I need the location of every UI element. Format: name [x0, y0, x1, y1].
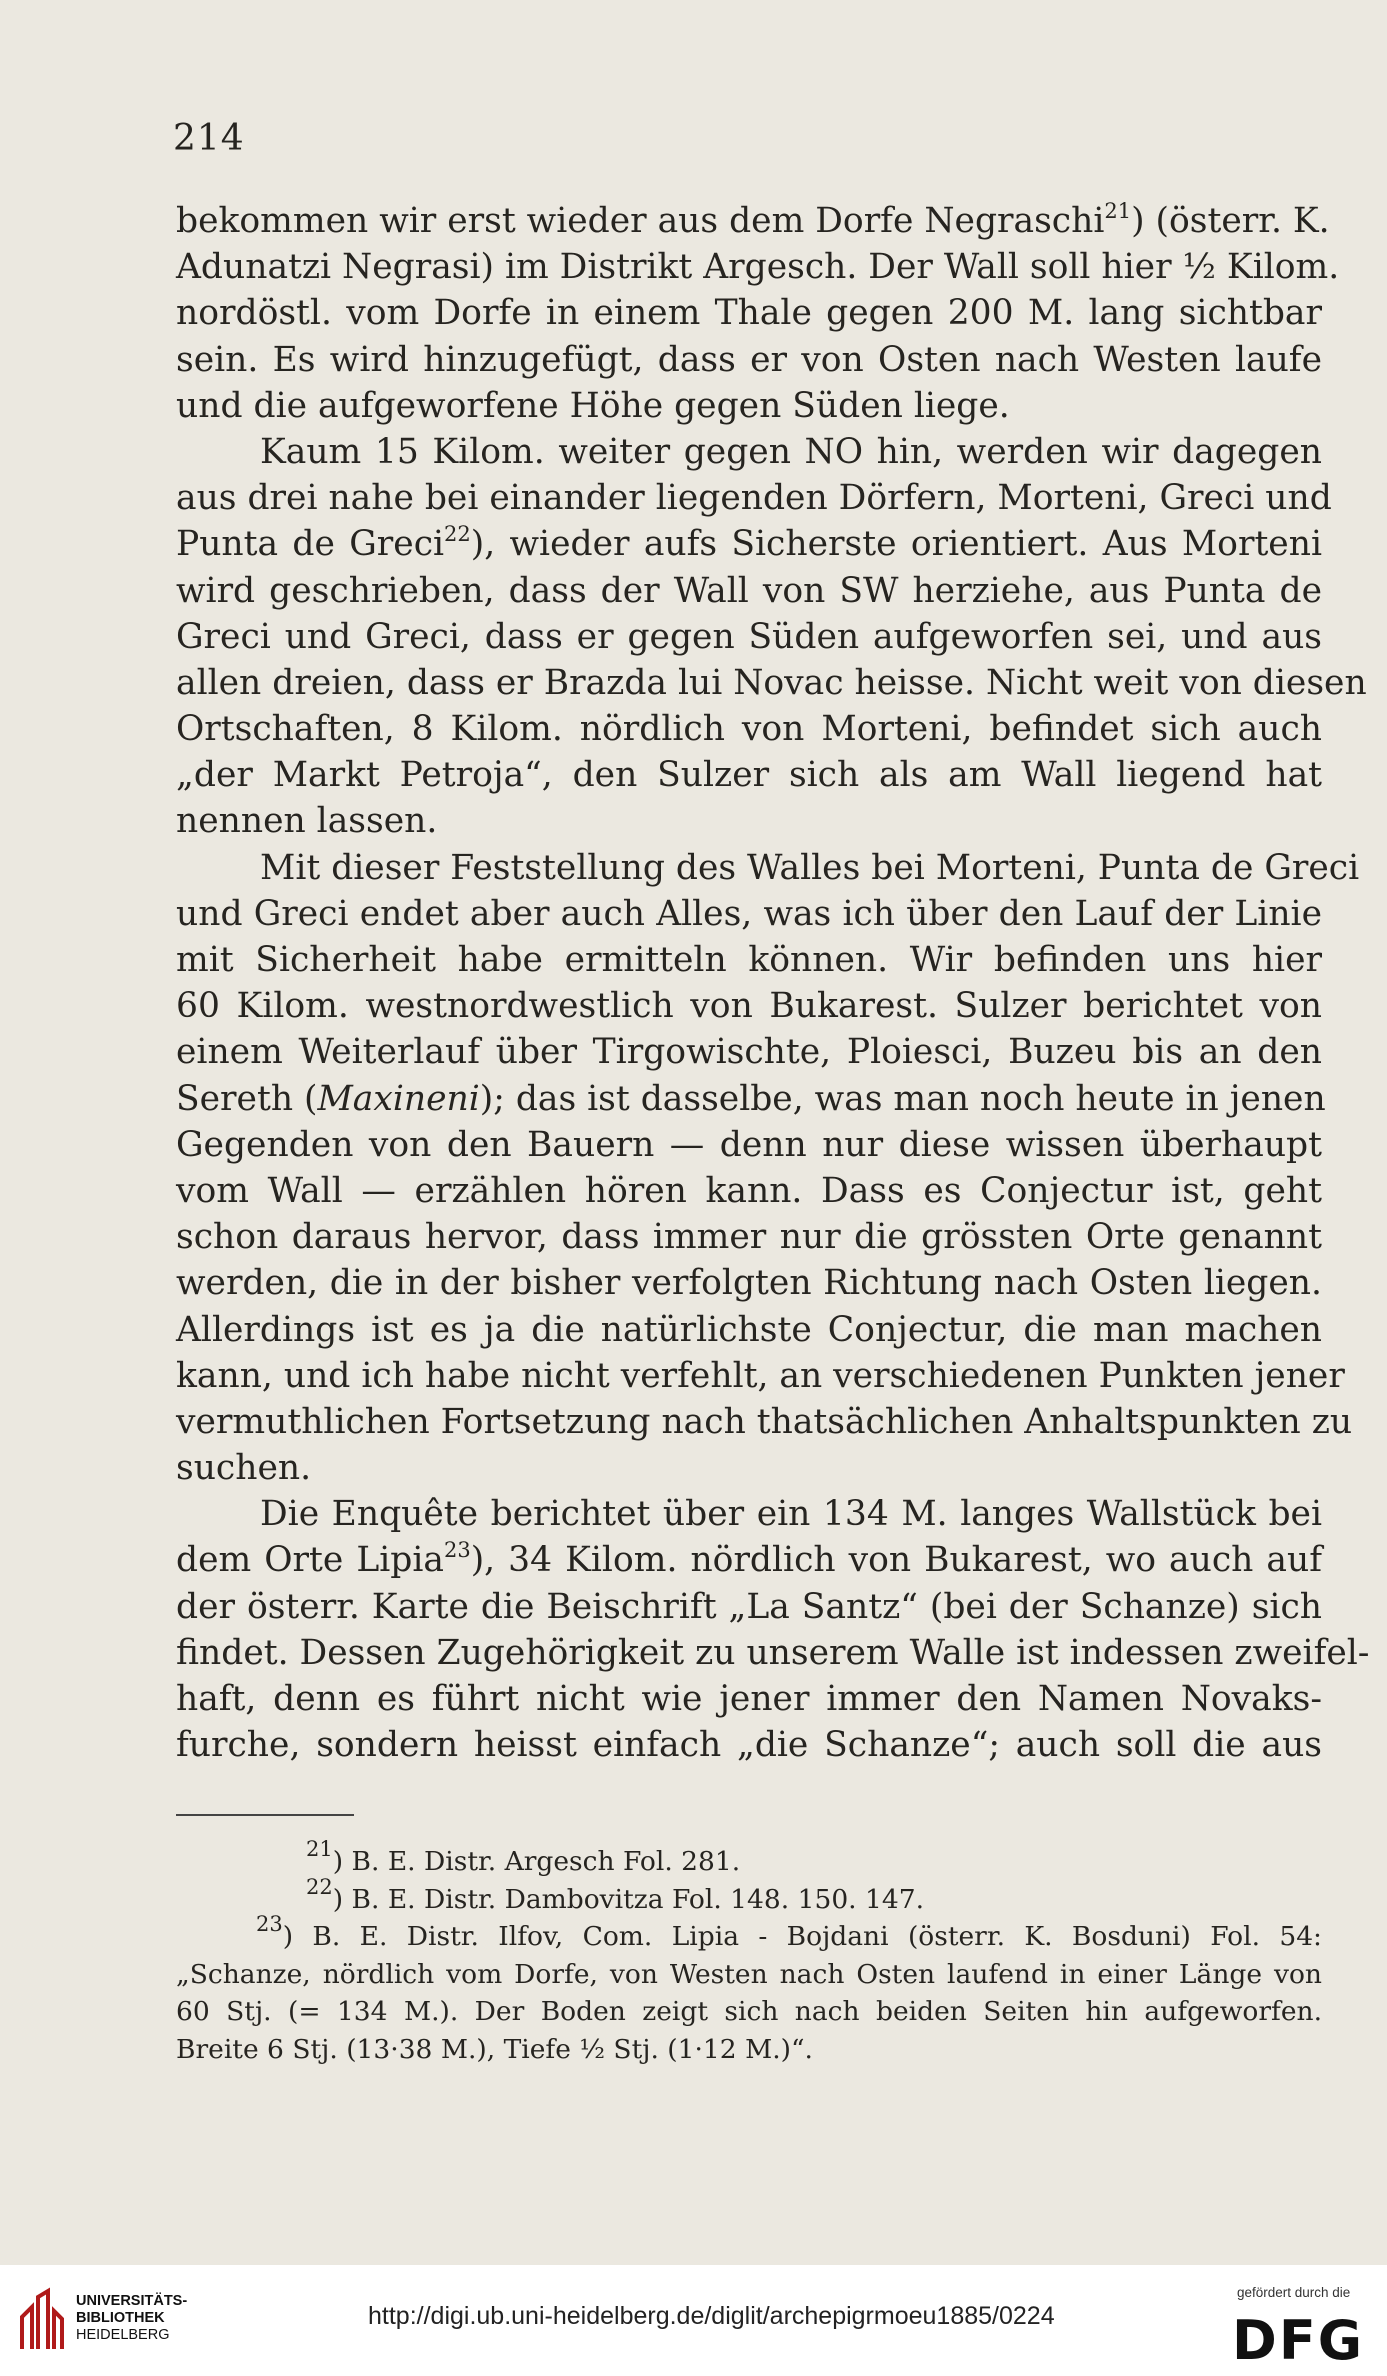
text-line: 60 Kilom. westnordwestlich von Bukarest. Sulzer berichtet von: [176, 986, 1322, 1027]
footnotes: [176, 1837, 1322, 2068]
text-line: Adunatzi Negrasi) im Distrikt Argesch. Der Wall soll hier ½ Kilom.: [176, 247, 1340, 288]
text-line: furche, sondern heisst einfach „die Schanze“; auch soll die aus: [176, 1725, 1322, 1766]
text-line: allen dreien, dass er Brazda lui Novac heisse. Nicht weit von diesen: [176, 662, 1367, 703]
dfg-logo: DFG: [1232, 2309, 1365, 2372]
library-name: [76, 2293, 187, 2344]
footnote-line: „Schanze, nördlich vom Dorfe, von Westen nach Osten laufend in einer Länge von: [176, 1958, 1322, 1990]
footnote-line: 60 Stj. (= 134 M.). Der Boden zeigt sich nach beiden Seiten hin aufgeworfen.: [176, 1996, 1322, 2027]
text-line: werden, die in der bisher verfolgten Richtung nach Osten liegen.: [176, 1263, 1322, 1304]
footnote-line: $^{21}$) B. E. Distr. Argesch Fol. 281.: [306, 1837, 741, 1877]
library-name-line-1: UNIVERSITÄTS-: [76, 2293, 188, 2309]
text-line: einem Weiterlauf über Tirgowischte, Ploiesci, Buzeu bis an den: [176, 1032, 1322, 1073]
footnote-line: $^{22}$) B. E. Distr. Dambovitza Fol. 148. 150. 147.: [306, 1874, 925, 1915]
library-logo-icon: [14, 2287, 66, 2355]
text-line: aus drei nahe bei einander liegenden Dörfern, Morteni, Greci und: [176, 478, 1332, 519]
text-line: suchen.: [176, 1448, 312, 1489]
text-line: vom Wall — erzählen hören kann. Dass es Conjectur ist, geht: [176, 1170, 1322, 1211]
text-line: nordöstl. vom Dorfe in einem Thale gegen 200 M. lang sichtbar: [176, 293, 1322, 334]
text-line: haft, denn es führt nicht wie jener immer den Namen Novaks-: [176, 1679, 1322, 1719]
text-line: und Greci endet aber auch Alles, was ich über den Lauf der Linie: [176, 893, 1322, 934]
footer-bar: [0, 2265, 1387, 2376]
page-number: 214: [173, 118, 245, 159]
text-line: findet. Dessen Zugehörigkeit zu unserem Walle ist indessen zweifel-: [176, 1632, 1370, 1673]
text-line: Die Enquête berichtet über ein 134 M. langes Wallstück bei: [260, 1494, 1322, 1535]
text-line: „der Markt Petroja“, den Sulzer sich als am Wall liegend hat: [176, 755, 1322, 796]
funding-label: gefördert durch die: [1237, 2285, 1351, 2300]
text-line: Mit dieser Feststellung des Walles bei Morteni, Punta de Greci: [260, 847, 1360, 888]
text-line: sein. Es wird hinzugefügt, dass er von Osten nach Westen laufe: [176, 339, 1322, 380]
text-line: nennen lassen.: [176, 801, 438, 842]
permalink-url[interactable]: http://digi.ub.uni-heidelberg.de/diglit/archepigrmoeu1885/0224: [368, 2302, 1055, 2330]
library-name-line-2: BIBLIOTHEK: [76, 2310, 165, 2326]
text-line: Ortschaften, 8 Kilom. nördlich von Morteni, befindet sich auch: [176, 709, 1322, 750]
footnote-line: $^{23}$) B. E. Distr. Ilfov, Com. Lipia - Bojdani (österr. K. Bosduni) Fol. 54:: [256, 1912, 1322, 1952]
text-line: Kaum 15 Kilom. weiter gegen NO hin, werden wir dagegen: [260, 431, 1322, 472]
body-text: [176, 198, 1370, 1768]
footnote-rule: [176, 1814, 354, 1816]
text-line: Sereth (Maxineni); das ist dasselbe, was man noch heute in jenen: [176, 1078, 1326, 1119]
text-line: Allerdings ist es ja die natürlichste Conjectur, die man machen: [176, 1309, 1322, 1350]
text-line: der österr. Karte die Beischrift „La Santz“ (bei der Schanze) sich: [176, 1586, 1322, 1627]
text-line: vermuthlichen Fortsetzung nach thatsächlichen Anhaltspunkten zu: [176, 1401, 1353, 1442]
text-line: und die aufgeworfene Höhe gegen Süden liege.: [176, 385, 1010, 426]
text-line: Punta de Greci$^{22}$), wieder aufs Sicherste orientiert. Aus Morteni: [176, 522, 1322, 565]
text-line: kann, und ich habe nicht verfehlt, an verschiedenen Punkten jener: [176, 1355, 1345, 1396]
text-line: bekommen wir erst wieder aus dem Dorfe Negraschi$^{21}$) (österr. K.: [176, 199, 1330, 241]
text-line: Gegenden von den Bauern — denn nur diese wissen überhaupt: [176, 1124, 1322, 1165]
text-line: schon daraus hervor, dass immer nur die grössten Orte genannt: [176, 1217, 1322, 1258]
library-name-line-3: HEIDELBERG: [76, 2327, 170, 2343]
text-line: Greci und Greci, dass er gegen Süden aufgeworfen sei, und aus: [176, 616, 1322, 657]
text-line: mit Sicherheit habe ermitteln können. Wir befinden uns hier: [176, 940, 1322, 980]
text-line: wird geschrieben, dass der Wall von SW herziehe, aus Punta de: [176, 570, 1322, 611]
text-line: dem Orte Lipia$^{23}$), 34 Kilom. nördlich von Bukarest, wo auch auf: [176, 1538, 1322, 1581]
footnote-line: Breite 6 Stj. (13·38 M.), Tiefe ½ Stj. (1·12 M.)“.: [176, 2033, 813, 2065]
